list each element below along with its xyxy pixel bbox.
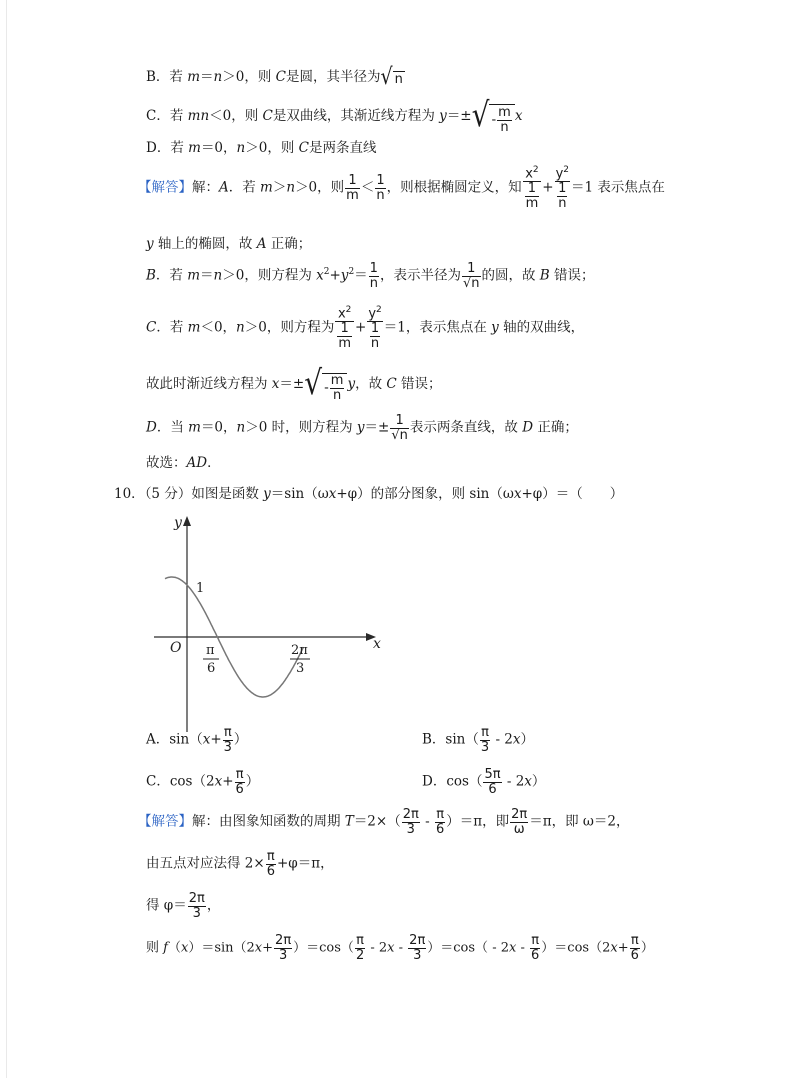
sqrt-neg-m-over-n: √ - $\frac{m}{n}$ bbox=[472, 98, 515, 135]
hyperbola-term-x: $\frac{x^2}{\frac{1}{m}}$ bbox=[335, 306, 354, 350]
solution1-line-c2: 故此时渐近线方程为 x＝±√ - $\frac{m}{n}$ y，故 C 错误； bbox=[146, 362, 442, 403]
choice-b[interactable]: B．sin（ $\frac{\pi}{3}$ - 2x） bbox=[422, 725, 535, 755]
sine-graph bbox=[140, 508, 390, 744]
tick-pi6-num: π bbox=[206, 643, 215, 658]
answer-tag: 【解答】 bbox=[138, 813, 192, 830]
solution1-line-b: B．若 m＝n＞0，则方程为 $x^2+y^2=$ $\frac{1}{n}$ ，表示半径为 $\frac{1}{√n}$ 的圆，故 B 错误； bbox=[146, 261, 595, 291]
solution2-line2: 由五点对应法得 2× $\frac{\pi}{6}$ +φ＝π， bbox=[146, 849, 334, 879]
answer-tag: 【解答】 bbox=[138, 179, 192, 196]
page-edge bbox=[6, 0, 7, 1078]
solution1-line-a: 【解答】解：A．若 m＞n＞0，则 $\frac{1}{m}$ ＜ $\frac{1}{n}$ ，则根据椭圆定义，知 $\frac{x^2}{\frac{1}{m}}$ + $\frac{y^2}{\frac{1}{n}}$ ＝1 表示焦点在 bbox=[138, 165, 665, 211]
solution2-line3: 得 φ＝ $\frac{2\pi}{3}$ ， bbox=[146, 891, 221, 921]
question-10: 10．（5 分）如图是函数 y＝sin（ωx+φ）的部分图象，则 sin（ωx+φ）＝（ ） bbox=[114, 486, 624, 502]
one-label: 1 bbox=[196, 581, 205, 596]
y-axis-label: y bbox=[174, 515, 182, 531]
tick-2pi3-num: 2π bbox=[291, 643, 308, 658]
option-b-prev: B．若 m＝n＞0，则 C是圆，其半径为√ n bbox=[146, 63, 403, 91]
origin-label: O bbox=[170, 640, 182, 656]
solution2-line4: 则 f（x）＝sin（2x+ $\frac{2\pi}{3}$ ）＝cos（ $\frac{\pi}{2}$ - 2x - $\frac{2\pi}{3}$ ）＝cos（ - 2x - $\frac{\pi}{6}$ ）＝cos（2x+ $\frac{\pi}{6}$ ） bbox=[146, 933, 654, 963]
solution1-choose: 故选：AD． bbox=[146, 455, 221, 471]
option-c-prev: C．若 mn＜0，则 C是双曲线，其渐近线方程为 y＝±√ - $\frac{m}{n}$ x bbox=[146, 94, 523, 135]
x-axis-label: x bbox=[373, 636, 381, 652]
tick-pi6-den: 6 bbox=[207, 661, 216, 676]
ellipse-term-x: $\frac{x^2}{\frac{1}{m}}$ bbox=[523, 166, 542, 210]
ellipse-term-y: $\frac{y^2}{\frac{1}{n}}$ bbox=[555, 165, 570, 211]
hyperbola-term-y: $\frac{y^2}{\frac{1}{n}}$ bbox=[368, 305, 382, 351]
choice-c[interactable]: C．cos（2x+ $\frac{\pi}{6}$ ） bbox=[146, 767, 260, 797]
choice-a[interactable]: A．sin（x+ $\frac{\pi}{3}$ ） bbox=[146, 725, 248, 755]
solution1-line-d: D．当 m＝0，n＞0 时，则方程为 y＝± $\frac{1}{√n}$ 表示两条直线，故 D 正确； bbox=[146, 413, 578, 443]
solution2-line1: 【解答】解：由图象知函数的周期 T＝2×（ $\frac{2\pi}{3}$ - $\frac{\pi}{6}$ ）＝π，即 $\frac{2\pi}{\omega}$ ＝π，即 ω＝2， bbox=[138, 807, 630, 837]
sqrt-n: √ n bbox=[380, 63, 403, 91]
y-axis-arrow bbox=[183, 516, 191, 526]
choice-d[interactable]: D．cos（ $\frac{5\pi}{6}$ - 2x） bbox=[422, 767, 546, 797]
solution1-line-c: C．若 m＜0，n＞0，则方程为 $\frac{x^2}{\frac{1}{m}}$ + $\frac{y^2}{\frac{1}{n}}$ ＝1，表示焦点在 y 轴的双曲线， bbox=[146, 305, 585, 351]
solution1-line-a2: y 轴上的椭圆，故 A 正确； bbox=[146, 236, 312, 252]
tick-2pi3-den: 3 bbox=[296, 661, 305, 676]
option-d-prev: D．若 m＝0，n＞0，则 C是两条直线 bbox=[146, 140, 377, 156]
